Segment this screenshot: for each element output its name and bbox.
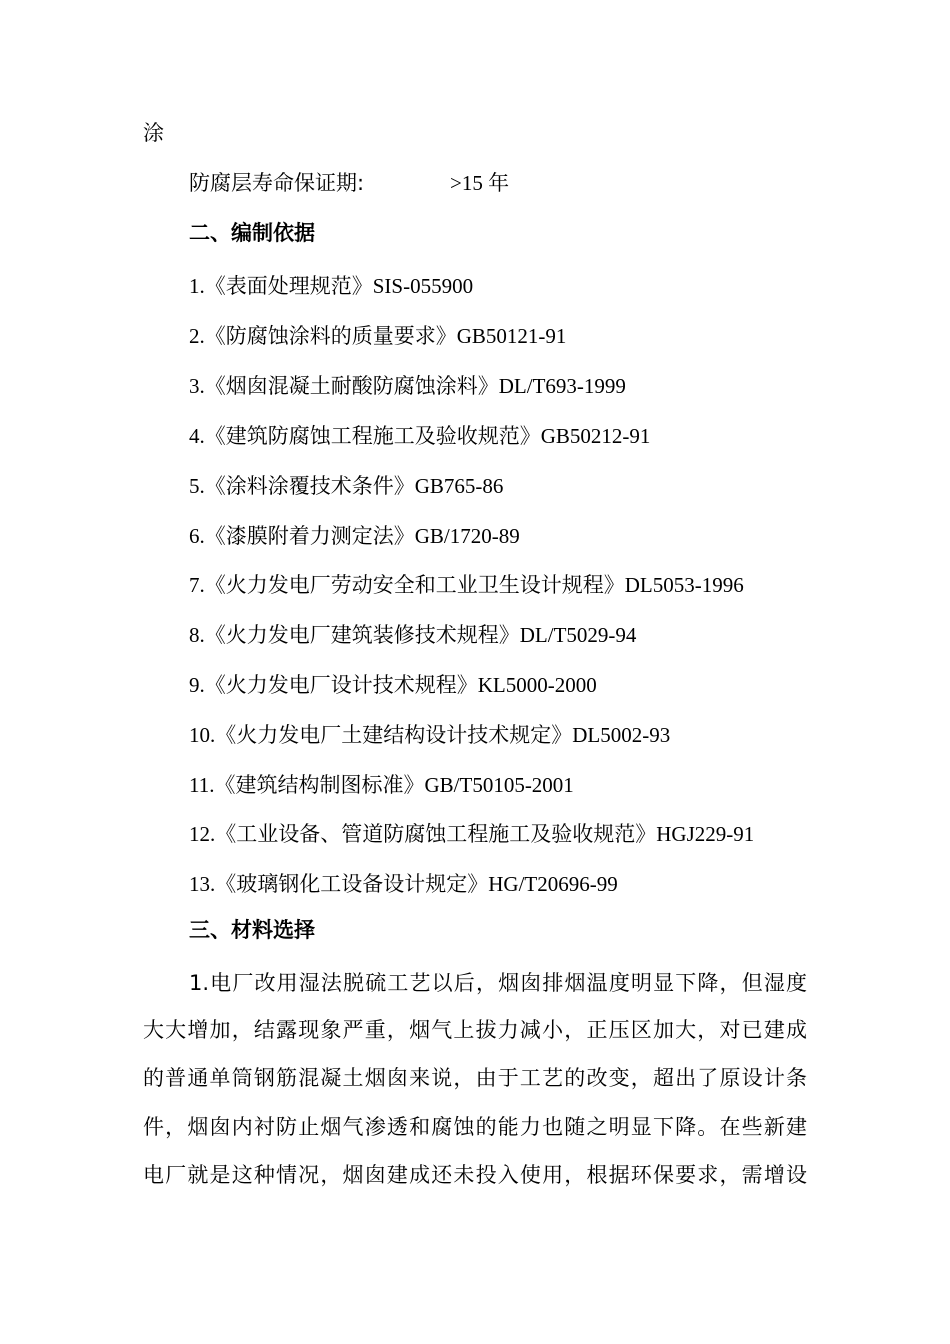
warranty-value: >15 年 — [450, 171, 510, 195]
reference-number: 5. — [189, 474, 205, 498]
reference-number: 13. — [189, 872, 216, 896]
reference-item — [189, 721, 670, 749]
reference-code: GB/1720-89 — [414, 524, 520, 548]
reference-code: HGJ229-91 — [656, 822, 755, 846]
reference-number: 6. — [189, 524, 205, 548]
reference-item — [189, 621, 636, 649]
reference-code: DL/T5029-94 — [519, 623, 637, 647]
reference-number: 1. — [189, 274, 205, 298]
paragraph-line: 大大增加，结露现象严重，烟气上拔力减小，正压区加大，对已建成 — [143, 1018, 807, 1042]
reference-item — [189, 372, 626, 400]
reference-title: 《防腐蚀涂料的质量要求》 — [204, 324, 457, 348]
reference-number: 2. — [189, 324, 205, 348]
paragraph-line: 件，烟囱内衬防止烟气渗透和腐蚀的能力也随之明显下降。在些新建 — [143, 1115, 807, 1139]
paragraph-line: 的普通单筒钢筋混凝土烟囱来说，由于工艺的改变，超出了原设计条 — [143, 1066, 807, 1090]
reference-item — [189, 671, 597, 699]
reference-number: 3. — [189, 374, 205, 398]
reference-code: GB/T50105-2001 — [424, 773, 574, 797]
reference-code: DL5053-1996 — [624, 573, 744, 597]
reference-title: 《工业设备、管道防腐蚀工程施工及验收规范》 — [215, 822, 657, 846]
reference-code: KL5000-2000 — [477, 673, 597, 697]
reference-number: 8. — [189, 623, 205, 647]
reference-code: GB765-86 — [414, 474, 504, 498]
reference-title: 《火力发电厂土建结构设计技术规定》 — [215, 723, 573, 747]
reference-item — [189, 771, 574, 799]
reference-item — [189, 272, 473, 300]
reference-code: GB50121-91 — [456, 324, 567, 348]
section-heading-materials: 三、材料选择 — [189, 918, 315, 942]
reference-title: 《漆膜附着力测定法》 — [204, 524, 415, 548]
reference-title: 《涂料涂覆技术条件》 — [204, 474, 415, 498]
reference-title: 《表面处理规范》 — [204, 274, 373, 298]
reference-code: GB50212-91 — [540, 424, 651, 448]
reference-number: 12. — [189, 822, 216, 846]
reference-item — [189, 870, 618, 898]
reference-number: 10. — [189, 723, 216, 747]
warranty-line — [189, 169, 589, 197]
reference-code: SIS-055900 — [372, 274, 474, 298]
reference-number: 4. — [189, 424, 205, 448]
reference-item — [189, 422, 650, 450]
reference-title: 《火力发电厂建筑装修技术规程》 — [204, 623, 520, 647]
reference-item — [189, 472, 503, 500]
section-heading-basis: 二、编制依据 — [189, 221, 315, 245]
reference-number: 7. — [189, 573, 205, 597]
reference-item — [189, 571, 744, 599]
reference-title: 《建筑防腐蚀工程施工及验收规范》 — [204, 424, 541, 448]
reference-item — [189, 522, 520, 550]
reference-code: HG/T20696-99 — [488, 872, 618, 896]
reference-number: 11. — [189, 773, 215, 797]
reference-title: 《玻璃钢化工设备设计规定》 — [215, 872, 489, 896]
paragraph-line: 1.电厂改用湿法脱硫工艺以后，烟囱排烟温度明显下降，但湿度 — [189, 971, 807, 995]
reference-item — [189, 322, 566, 350]
reference-number: 9. — [189, 673, 205, 697]
reference-title: 《火力发电厂劳动安全和工业卫生设计规程》 — [204, 573, 625, 597]
continuation-text: 涂 — [143, 121, 164, 145]
reference-code: DL5002-93 — [572, 723, 671, 747]
paragraph-line: 电厂就是这种情况，烟囱建成还未投入使用，根据环保要求，需增设 — [143, 1163, 807, 1187]
reference-title: 《建筑结构制图标准》 — [214, 773, 425, 797]
reference-item — [189, 820, 754, 848]
reference-code: DL/T693-1999 — [498, 374, 626, 398]
reference-title: 《火力发电厂设计技术规程》 — [204, 673, 478, 697]
warranty-label: 防腐层寿命保证期: — [189, 171, 365, 195]
reference-title: 《烟囱混凝土耐酸防腐蚀涂料》 — [204, 374, 499, 398]
